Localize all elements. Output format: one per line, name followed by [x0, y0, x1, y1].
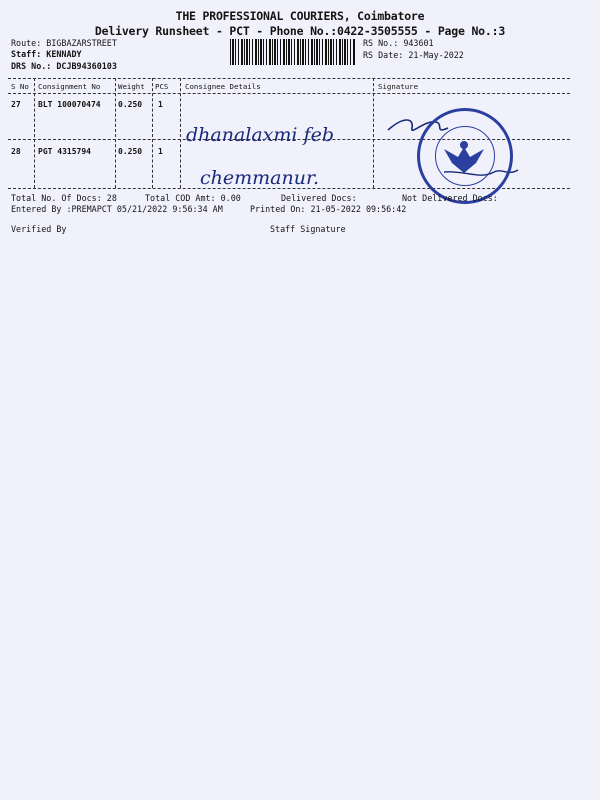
- runsheet-title: Delivery Runsheet - PCT - Phone No.:0422-3505555 - Page No.:3: [94, 24, 506, 38]
- eagle-icon: [436, 127, 493, 184]
- row-pcs: 1: [158, 100, 163, 109]
- rs-date: RS Date: 21-May-2022: [363, 50, 464, 60]
- delivered-docs: Delivered Docs:: [281, 193, 357, 203]
- header-consignee: Consignee Details: [185, 82, 261, 91]
- col-divider: [373, 78, 374, 188]
- row-weight: 0.250: [118, 147, 143, 156]
- table-top-rule: [8, 78, 570, 79]
- total-docs: Total No. Of Docs: 28: [11, 193, 117, 203]
- header-signature: Signature: [378, 82, 419, 91]
- rs-number: RS No.: 943601: [363, 38, 434, 48]
- company-stamp: [417, 108, 513, 204]
- handwritten-place: chemmanur.: [200, 167, 319, 189]
- row-pcs: 1: [158, 147, 163, 156]
- header-consignment: Consignment No: [38, 82, 101, 91]
- company-title: THE PROFESSIONAL COURIERS, Coimbatore: [175, 9, 425, 23]
- row-sno: 27: [11, 100, 21, 109]
- not-delivered-docs: Not Delivered Docs:: [402, 193, 498, 203]
- row-sno: 28: [11, 147, 21, 156]
- staff-label: Staff: KENNADY: [11, 49, 82, 59]
- col-divider: [152, 78, 153, 188]
- barcode: [230, 39, 356, 65]
- staff-signature: Staff Signature: [270, 224, 346, 234]
- row-consignment: PGT 4315794: [38, 147, 91, 156]
- header-sno: S No: [11, 82, 29, 91]
- handwritten-name: dhanalaxmi feb: [186, 124, 334, 146]
- header-pcs: PCS: [155, 82, 169, 91]
- col-divider: [180, 78, 181, 188]
- col-divider: [34, 78, 35, 188]
- total-cod: Total COD Amt: 0.00: [145, 193, 241, 203]
- printed-on: Printed On: 21-05-2022 09:56:42: [250, 204, 407, 214]
- entered-by: Entered By :PREMAPCT 05/21/2022 9:56:34 AM: [11, 204, 223, 214]
- col-divider: [115, 78, 116, 188]
- row-consignment: BLT 100070474: [38, 100, 101, 109]
- table-header-rule: [8, 93, 570, 94]
- verified-by: Verified By: [11, 224, 67, 234]
- route-label: Route: BIGBAZARSTREET: [11, 38, 117, 48]
- row-weight: 0.250: [118, 100, 143, 109]
- header-weight: Weight: [118, 82, 145, 91]
- drs-number: DRS No.: DCJB94360103: [11, 61, 117, 71]
- stamp-emblem: [435, 126, 495, 186]
